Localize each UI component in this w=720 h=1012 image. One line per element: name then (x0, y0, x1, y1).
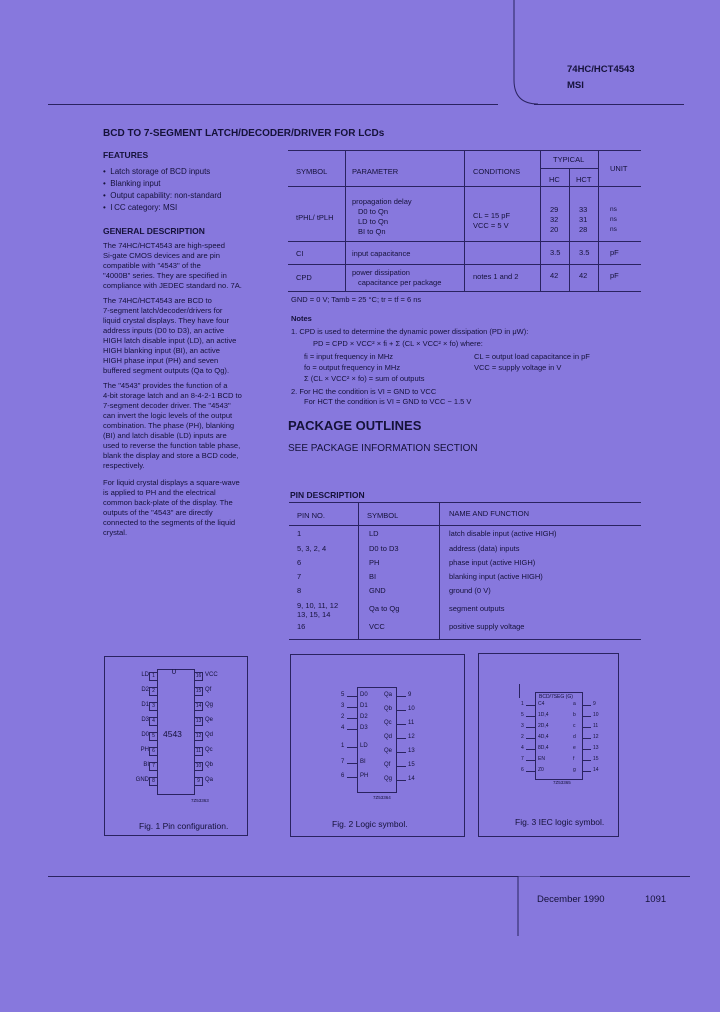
pin-line (347, 747, 357, 748)
pin-label: Qc (384, 720, 392, 726)
general-description-heading: GENERAL DESCRIPTION (103, 226, 205, 236)
pin-symbol: LD (369, 529, 379, 538)
footer-page: 1091 (645, 894, 667, 905)
pin-label: D0 (141, 732, 149, 738)
pin-number: 10 (593, 712, 599, 718)
pin-symbol: PH (369, 558, 380, 567)
pin-line (526, 716, 535, 717)
pin-number: 7 (521, 756, 524, 762)
header-corner-curve (496, 0, 538, 106)
pin-label: VCC (205, 672, 218, 678)
pin-number-box: 7 (149, 762, 158, 771)
pin-symbol: GND (369, 586, 386, 595)
hct-val: 28 (579, 225, 588, 234)
pin-number: 4 (521, 745, 524, 751)
pin-number: 6 (341, 773, 345, 779)
pin-number: 11 (593, 723, 599, 729)
pin-label: D2 (360, 714, 368, 720)
characteristics-table (288, 150, 641, 292)
note-formula: PD = CPD × VCC² × fi + Σ (CL × VCC² × fo) where: (313, 339, 483, 348)
pin-function: latch disable input (active HIGH) (449, 529, 557, 538)
pin-label: D0 (360, 692, 368, 698)
pin-label: Qc (205, 747, 213, 753)
pin-label: Qg (205, 702, 214, 708)
unit-val: ns (610, 216, 617, 223)
pin-line (582, 727, 591, 728)
pin-number-box: 8 (149, 777, 158, 786)
pin-number: 5, 3, 2, 4 (297, 544, 327, 553)
description-para-3: The "4543" provides the function of a 4-bit storage latch and an 8-4-2-1 BCD to 7-segment decoder driver. The "4543" can invert the logic levels of the output combination. The phase (PH), blanking (BI) and latch disable (LD) inputs are used to reverse the function table phase, blank the display and store a BCD code, respectively. (103, 381, 242, 470)
feature-item: • Latch storage of BCD inputs (103, 167, 211, 176)
pin-number: 12 (593, 734, 599, 740)
pin-label: C4 (538, 701, 545, 707)
pin-label: LD (360, 743, 368, 749)
footer-rule-right (540, 876, 690, 877)
figure-2 (290, 654, 465, 837)
col-conditions: CONDITIONS (473, 167, 521, 176)
pin-label: f (573, 756, 575, 762)
pin-line (347, 777, 357, 778)
figure-1 (104, 656, 248, 836)
col-hct: HCT (576, 175, 592, 184)
part-number: 74HC/HCT4543 (567, 64, 635, 75)
pin-symbol: BI (369, 572, 377, 581)
pin-number: 9 (408, 692, 412, 698)
pin-number: 6 (521, 767, 524, 773)
hc-val: 20 (550, 225, 559, 234)
pin-number: 3 (521, 723, 524, 729)
pin-number-box: 3 (149, 702, 158, 711)
pin-line (396, 766, 406, 767)
pin-number: 13 (593, 745, 599, 751)
features-heading: FEATURES (103, 150, 149, 160)
pin-number-box: 4 (149, 717, 158, 726)
hc-val: 42 (550, 271, 559, 280)
pin-label: EN (538, 756, 545, 762)
table-footer: GND = 0 V; Tamb = 25 °C; tr = tf = 6 ns (291, 295, 422, 304)
col-typical: TYPICAL (553, 155, 585, 164)
pin-number: 7 (341, 759, 345, 765)
pin-label: d (573, 734, 576, 740)
hct-val: 42 (579, 271, 588, 280)
pin-label: GND (135, 777, 149, 783)
pin-label: a (573, 701, 576, 707)
pin-line (347, 729, 357, 730)
param-ld-qn: LD to Qn (358, 217, 389, 226)
col-parameter: PARAMETER (352, 167, 399, 176)
pin-label: e (573, 745, 576, 751)
cond-notes: notes 1 and 2 (473, 272, 519, 281)
description-para-4: For liquid crystal displays a square-wave is applied to PH and the electrical common back-plate of the display. The outputs of the "4543" are directly connected to the segments of the liquid crystal. (103, 478, 240, 537)
figure-3 (478, 653, 619, 837)
pin-label: 4D,4 (538, 734, 549, 740)
pin-label: 2D,4 (538, 723, 549, 729)
pin-number: 9, 10, 11, 12 13, 15, 14 (297, 601, 339, 619)
param-bi-qn: BI to Qn (358, 227, 386, 236)
pin-function: phase input (active HIGH) (449, 558, 536, 567)
feature-item: • I CC category: MSI (103, 203, 178, 212)
param-title: propagation delay (352, 197, 412, 206)
pin-number: 15 (408, 762, 415, 768)
pin-label: Qd (205, 732, 214, 738)
pin-symbol: D0 to D3 (369, 544, 399, 553)
description-para-1: The 74HC/HCT4543 are high-speed Si-gate CMOS devices and are pin compatible with "4543" of the "4000B" series. They are specified in compliance with JEDEC standard no. 7A. (103, 241, 242, 290)
pin-line (396, 780, 406, 781)
cond-vcc: VCC = 5 V (473, 221, 509, 230)
col-pin-symbol: SYMBOL (367, 511, 399, 520)
symbol-ci: CI (296, 249, 304, 258)
col-pin-no: PIN NO. (297, 511, 325, 520)
pin-number: 12 (408, 734, 415, 740)
fig3-caption: Fig. 3 IEC logic symbol. (515, 817, 605, 827)
pin-number: 9 (593, 701, 596, 707)
pin-line (582, 705, 591, 706)
note-def-left: fi = input frequency in MHz (304, 352, 394, 361)
note-1: 1. CPD is used to determine the dynamic power dissipation (PD in μW): (291, 327, 529, 336)
fig3-code: 7Z53365 (553, 780, 571, 785)
pin-symbol: Qa to Qg (369, 604, 400, 613)
footer-corner-curve (514, 876, 546, 936)
pin-description-table (289, 502, 641, 640)
pin-number-box: 14 (195, 703, 202, 709)
pin-line (396, 724, 406, 725)
pin-label: D3 (141, 717, 149, 723)
hc-val: 3.5 (550, 248, 561, 257)
pin-label: Z0 (538, 767, 544, 773)
hc-val: 32 (550, 215, 559, 224)
pin-number-box: 13 (195, 718, 202, 724)
unit-val: pF (610, 271, 619, 280)
pin-line (347, 763, 357, 764)
pin-number: 2 (521, 734, 524, 740)
pin-line (526, 705, 535, 706)
fig2-caption: Fig. 2 Logic symbol. (332, 819, 408, 829)
pin-label: BI (143, 762, 149, 768)
pin-line (526, 738, 535, 739)
param-input-cap: input capacitance (352, 249, 411, 258)
pin-label: 1D,4 (538, 712, 549, 718)
pin-function: blanking input (active HIGH) (449, 572, 543, 581)
header-rule-left (48, 104, 498, 105)
pin-line (396, 710, 406, 711)
pin-symbol: VCC (369, 622, 385, 631)
pin-line (582, 749, 591, 750)
pin-label: Qe (384, 748, 393, 754)
cond-cl: CL = 15 pF (473, 211, 511, 220)
pin-line (526, 749, 535, 750)
unit-val: pF (610, 248, 619, 257)
pin-number: 5 (341, 692, 345, 698)
pin-label: LD (141, 672, 149, 678)
fig2-code: 7Z53364 (373, 795, 391, 800)
symbol-cpd: CPD (296, 273, 312, 282)
note-2a: 2. For HC the condition is VI = GND to VCC (291, 387, 437, 396)
pin-label: Qg (384, 776, 393, 782)
pin-label: D1 (360, 703, 368, 709)
col-name-function: NAME AND FUNCTION (449, 509, 530, 518)
param-d0-qn: D0 to Qn (358, 207, 389, 216)
note-def-right: CL = output load capacitance in pF (474, 352, 590, 361)
pin-number: 1 (341, 743, 345, 749)
pin-line (396, 738, 406, 739)
pin-label: BI (360, 759, 366, 765)
param-power-diss: power dissipation (352, 268, 410, 277)
pin-label: b (573, 712, 576, 718)
hct-val: 33 (579, 205, 588, 214)
category: MSI (567, 80, 584, 91)
pin-number-box: 5 (149, 732, 158, 741)
iec-top-label: BCD/7SEG (G) (539, 694, 573, 700)
pin-number-box: 1 (149, 672, 158, 681)
pin-label: D3 (360, 725, 368, 731)
symbol-tphl: tPHL/ tPLH (296, 213, 334, 222)
pin-number-box: 15 (195, 688, 202, 694)
pin-number: 10 (408, 706, 415, 712)
unit-val: ns (610, 226, 617, 233)
pin-line (582, 716, 591, 717)
pin-label: Qe (205, 717, 214, 723)
note-def-left: Σ (CL × VCC² × fo) = sum of outputs (304, 374, 425, 383)
pin-function: segment outputs (449, 604, 505, 613)
iec-arrow (519, 684, 520, 698)
pin-line (396, 696, 406, 697)
feature-item: • Blanking input (103, 179, 161, 188)
pin-number: 11 (408, 720, 415, 726)
hct-val: 31 (579, 215, 588, 224)
hct-val: 3.5 (579, 248, 590, 257)
pin-number: 1 (521, 701, 524, 707)
pin-function: address (data) inputs (449, 544, 520, 553)
pin-number-box: 10 (195, 763, 202, 769)
pin-line (347, 707, 357, 708)
param-cap-package: capacitance per package (358, 278, 442, 287)
footer-date: December 1990 (537, 894, 605, 905)
pin-number: 5 (521, 712, 524, 718)
pin-number: 13 (408, 748, 415, 754)
pin-number-box: 9 (194, 777, 203, 786)
pin-number: 15 (593, 756, 599, 762)
pin-label: Qf (205, 687, 212, 693)
pin-number: 8 (297, 586, 302, 595)
pin-line (526, 727, 535, 728)
col-hc: HC (549, 175, 560, 184)
features-list (103, 166, 221, 214)
pin-line (582, 738, 591, 739)
footer-rule-left (48, 876, 518, 877)
chip-label: 4543 (163, 729, 182, 739)
pin-line (347, 696, 357, 697)
pin-line (582, 760, 591, 761)
pin-label: PH (140, 747, 149, 753)
pin-number-box: 16 (195, 673, 202, 679)
page-title: BCD TO 7-SEGMENT LATCH/DECODER/DRIVER FOR LCDs (103, 128, 385, 139)
pin-line (526, 771, 535, 772)
feature-item: • Output capability: non-standard (103, 191, 222, 200)
notes-heading: Notes (291, 314, 312, 323)
pin-label: Qb (205, 762, 214, 768)
pin-label: Qa (205, 777, 214, 783)
pin-label: Qf (384, 762, 391, 768)
package-heading: PACKAGE OUTLINES (288, 418, 422, 433)
pin-line (526, 760, 535, 761)
chip-notch: ∪ (171, 667, 177, 676)
col-unit: UNIT (610, 164, 628, 173)
pin-function: positive supply voltage (449, 622, 525, 631)
pin-label: Qd (384, 734, 393, 740)
pin-line (347, 718, 357, 719)
unit-val: ns (610, 206, 617, 213)
pin-label: Qa (384, 692, 393, 698)
pin-label: g (573, 767, 576, 773)
pin-function: ground (0 V) (449, 586, 491, 595)
pin-line (582, 771, 591, 772)
pin-number: 14 (593, 767, 599, 773)
pin-label: PH (360, 773, 369, 779)
fig1-caption: Fig. 1 Pin configuration. (139, 821, 229, 831)
pin-number: 7 (297, 572, 302, 581)
hc-val: 29 (550, 205, 559, 214)
description-para-2: The 74HC/HCT4543 are BCD to 7-segment latch/decoder/drivers for liquid crystal displays. They have four address inputs (D0 to D3), an active HIGH latch disable input (LD), an active HIGH blanking input (BI), an active HIGH phase input (PH) and seven buffered segment outputs (Qa to Qg). (103, 296, 237, 375)
pin-number-box: 2 (149, 687, 158, 696)
pin-number-box: 6 (149, 747, 158, 756)
note-def-right: VCC = supply voltage in V (474, 363, 562, 372)
col-symbol: SYMBOL (296, 167, 328, 176)
pin-line (396, 752, 406, 753)
pin-number: 14 (408, 776, 415, 782)
pin-description-heading: PIN DESCRIPTION (290, 490, 365, 500)
pin-label: Qb (384, 706, 393, 712)
pin-number: 1 (297, 529, 302, 538)
note-2b: For HCT the condition is VI = GND to VCC − 1.5 V (304, 397, 472, 406)
pin-number-box: 12 (195, 733, 202, 739)
package-text: SEE PACKAGE INFORMATION SECTION (288, 443, 478, 454)
fig1-code: 7Z53363 (191, 798, 209, 803)
pin-number: 4 (341, 725, 345, 731)
pin-number-box: 11 (195, 748, 202, 754)
pin-number: 16 (297, 622, 306, 631)
pin-number: 6 (297, 558, 302, 567)
pin-number: 3 (341, 703, 345, 709)
pin-label: 8D,4 (538, 745, 549, 751)
pin-label: c (573, 723, 576, 729)
pin-label: D1 (141, 702, 149, 708)
header-rule-right (534, 104, 684, 105)
note-def-left: fo = output frequency in MHz (304, 363, 401, 372)
pin-number: 2 (341, 714, 345, 720)
pin-label: D2 (141, 687, 149, 693)
